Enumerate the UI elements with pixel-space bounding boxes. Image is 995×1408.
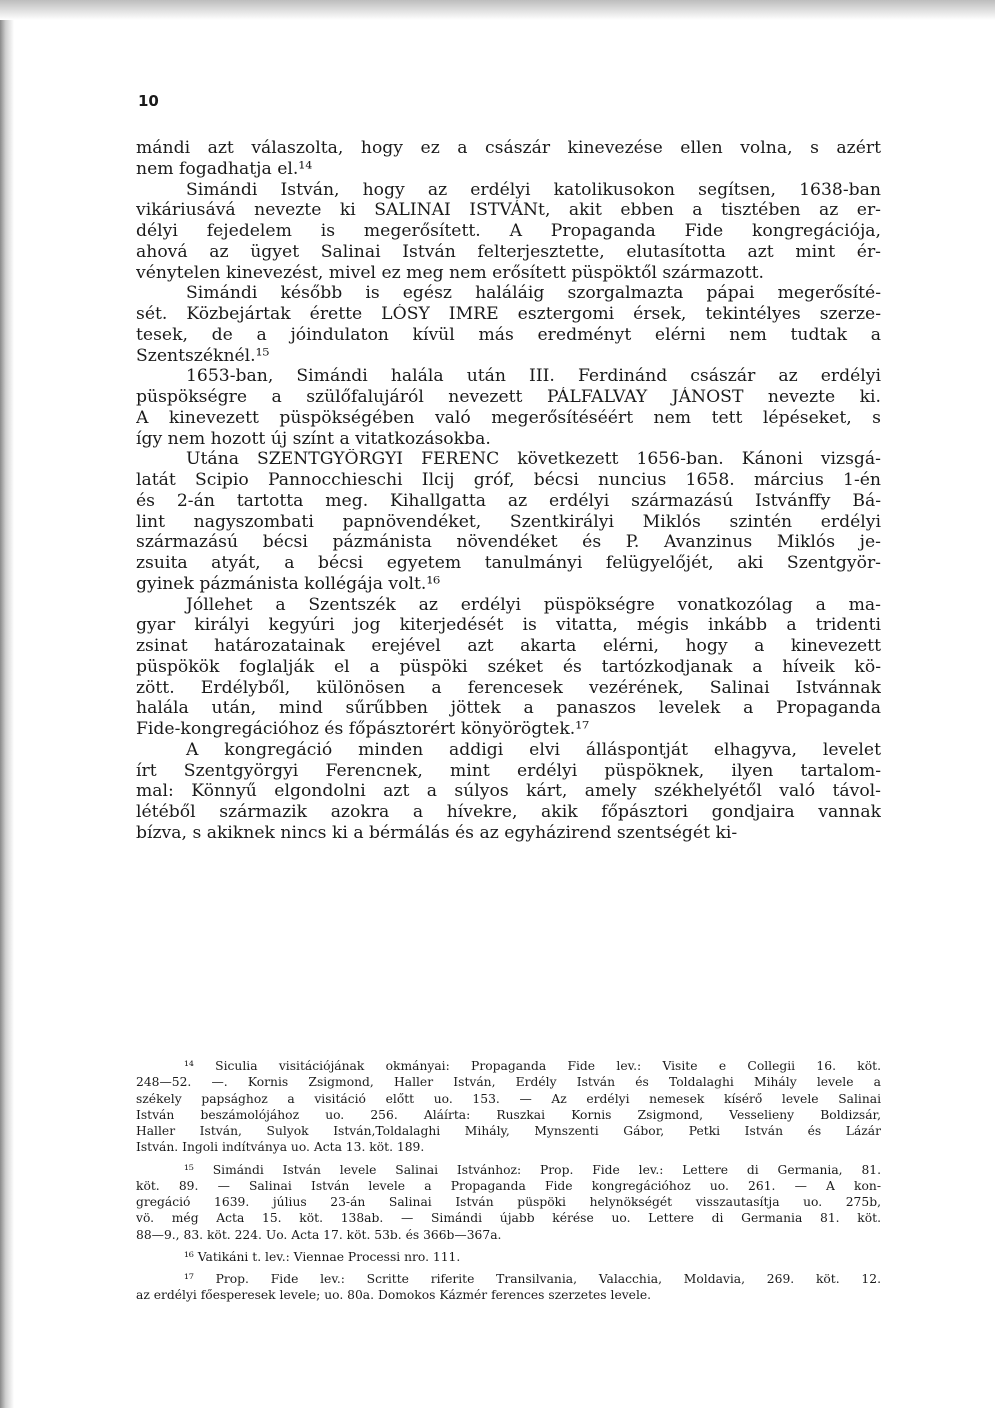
footnote-line: köt. 89. — Salinai István levele a Propaganda Fide kongregációhoz uo. 261. — A kon-	[136, 1178, 881, 1193]
body-line: gyinek pázmánista kollégája volt.¹⁶	[136, 573, 441, 594]
footnote-line: az erdélyi főesperesek levele; uo. 80a. Domokos Kázmér ferences szerzetes levele.	[136, 1288, 652, 1303]
body-line: Fide-kongregációhoz és főpásztorért könyörögtek.¹⁷	[136, 719, 589, 739]
body-line: mándi azt válaszolta, hogy ez a császár kinevezése ellen volna, s azért	[136, 138, 881, 158]
scan-shadow-top	[0, 0, 995, 20]
footnote-line: 248—52. —. Kornis Zsigmond, Haller István, Erdély István és Toldalaghi Mihály levele a	[136, 1075, 881, 1090]
body-text	[136, 138, 881, 844]
footnotes	[136, 1058, 881, 1304]
footnote-line: Haller István, Sulyok István,Toldalaghi Mihály, Mynszenti Gábor, Petki István és Lázár	[136, 1124, 881, 1138]
footnote-line: gregáció 1639. július 23-án Salinai István püspöki helynökségét visszautasítja uo. 275b,	[136, 1195, 881, 1209]
body-line: származású bécsi pázmánista növendéket és P. Avanzinus Miklós je-	[136, 532, 881, 553]
body-line: püspökségre a szülőfalujáról nevezett PÁLFALVAY JÁNOST nevezte ki.	[136, 387, 881, 407]
body-line: püspökök foglalják el a püspöki széket és tartózkodjanak a híveik kö-	[136, 656, 881, 677]
body-line: Utána SZENTGYÖRGYI FERENC következett 1656-ban. Kánoni vizsgá-	[186, 449, 881, 470]
body-line: vénytelen kinevezést, mivel ez meg nem erősített püspöktől származott.	[136, 262, 764, 283]
body-line: lint nagyszombati papnövendéket, Szentkirályi Miklós szintén erdélyi	[136, 511, 881, 532]
footnote-line: ¹⁴ Siculia visitációjának okmányai: Propaganda Fide lev.: Visite e Collegii 16. köt.	[184, 1059, 881, 1073]
footnote	[136, 1058, 881, 1156]
body-line: gyar királyi kegyúri jog kiterjedését is vitatta, mégis inkább a tridenti	[136, 615, 881, 636]
body-line: így nem hozott új színt a vitatkozásokba.	[136, 428, 491, 449]
footnote-line: István beszámolójához uo. 256. Aláírta: Ruszkai Kornis Zsigmond, Vesselieny Boldizsár,	[136, 1107, 881, 1122]
body-line: Szentszéknél.¹⁵	[136, 345, 270, 366]
footnote-line: ¹⁶ Vatikáni t. lev.: Viennae Processi nro. 111.	[184, 1249, 461, 1264]
footnote-line: ¹⁷ Prop. Fide lev.: Scritte riferite Transilvania, Valacchia, Moldavia, 269. köt. 12.	[184, 1272, 881, 1286]
body-line: létéből származik azokra a hívekre, akik főpásztori gondjaira vannak	[136, 802, 881, 822]
footnote-line: székely papsághoz a visitáció előtt uo. 153. — Az erdélyi nemesek kísérő levele Salinai	[136, 1091, 881, 1106]
body-line: vikáriusává nevezte ki SALINAI ISTVÁNt, akit ebben a tisztében az er-	[136, 200, 881, 221]
page-number: 10	[138, 92, 159, 110]
body-line: halála után, mind sűrűbben jöttek a panaszos levelek a Propaganda	[136, 698, 881, 719]
body-line: és 2-án tartotta meg. Kihallgatta az erdélyi származású Istvánffy Bá-	[136, 490, 881, 511]
body-line: Simándi később is egész haláláig szorgalmazta pápai megerősíté-	[186, 283, 881, 304]
body-line: latát Scipio Pannocchieschi Ilcij gróf, bécsi nuncius 1658. március 1-én	[136, 470, 881, 490]
footnote-line: István. Ingoli indítványa uo. Acta 13. köt. 189.	[136, 1140, 425, 1155]
body-line: zsuita atyát, a bécsi egyetem tanulmányi felügyelőjét, aki Szentgyör-	[136, 553, 881, 573]
body-line: A kongregáció minden addigi elvi álláspontját elhagyva, levelet	[186, 739, 881, 760]
body-line: Simándi István, hogy az erdélyi katolikusokon segítsen, 1638-ban	[186, 179, 881, 200]
body-line: nem fogadhatja el.¹⁴	[136, 158, 313, 179]
body-line: zött. Erdélyből, különösen a ferencesek vezérének, Salinai Istvánnak	[136, 677, 881, 698]
footnote	[136, 1249, 881, 1265]
body-line: Jóllehet a Szentszék az erdélyi püspökségre vonatkozólag a ma-	[186, 594, 881, 615]
scan-shadow-left	[0, 0, 14, 1408]
footnote	[136, 1271, 881, 1304]
footnote-line: vö. még Acta 15. köt. 138ab. — Simándi újabb kérése uo. Lettere di Germania 81. köt.	[136, 1211, 881, 1226]
body-line: délyi fejedelem is megerősített. A Propaganda Fide kongregációja,	[136, 221, 881, 241]
body-line: tesek, de a jóindulaton kívül más eredményt elérni nem tudtak a	[136, 324, 881, 345]
body-line: 1653-ban, Simándi halála után III. Ferdinánd császár az erdélyi	[186, 366, 881, 387]
body-line: ahová az ügyet Salinai István felterjesztette, elutasította azt mint ér-	[136, 241, 881, 262]
body-line: írt Szentgyörgyi Ferencnek, mint erdélyi püspöknek, ilyen tartalom-	[136, 760, 881, 781]
body-line: A kinevezett püspökségében való megerősítéséért nem tett lépéseket, s	[136, 407, 881, 428]
body-line: sét. Közbejártak érette LÓSY IMRE esztergomi érsek, tekintélyes szerze-	[136, 304, 881, 324]
body-line: bízva, s akiknek nincs ki a bérmálás és az egyházirend szentségét ki-	[136, 822, 738, 843]
footnote-line: ¹⁵ Simándi István levele Salinai Istvánhoz: Prop. Fide lev.: Lettere di Germania, 81.	[184, 1162, 881, 1177]
body-line: zsinat határozatainak erejével azt akarta elérni, hogy a kinevezett	[136, 636, 881, 656]
footnote	[136, 1162, 881, 1243]
body-line: mal: Könnyű elgondolni azt a súlyos kárt, amely székhelyétől való távol-	[136, 781, 881, 802]
footnote-line: 88—9., 83. köt. 224. Uo. Acta 17. köt. 53b. és 366b—367a.	[136, 1227, 502, 1242]
